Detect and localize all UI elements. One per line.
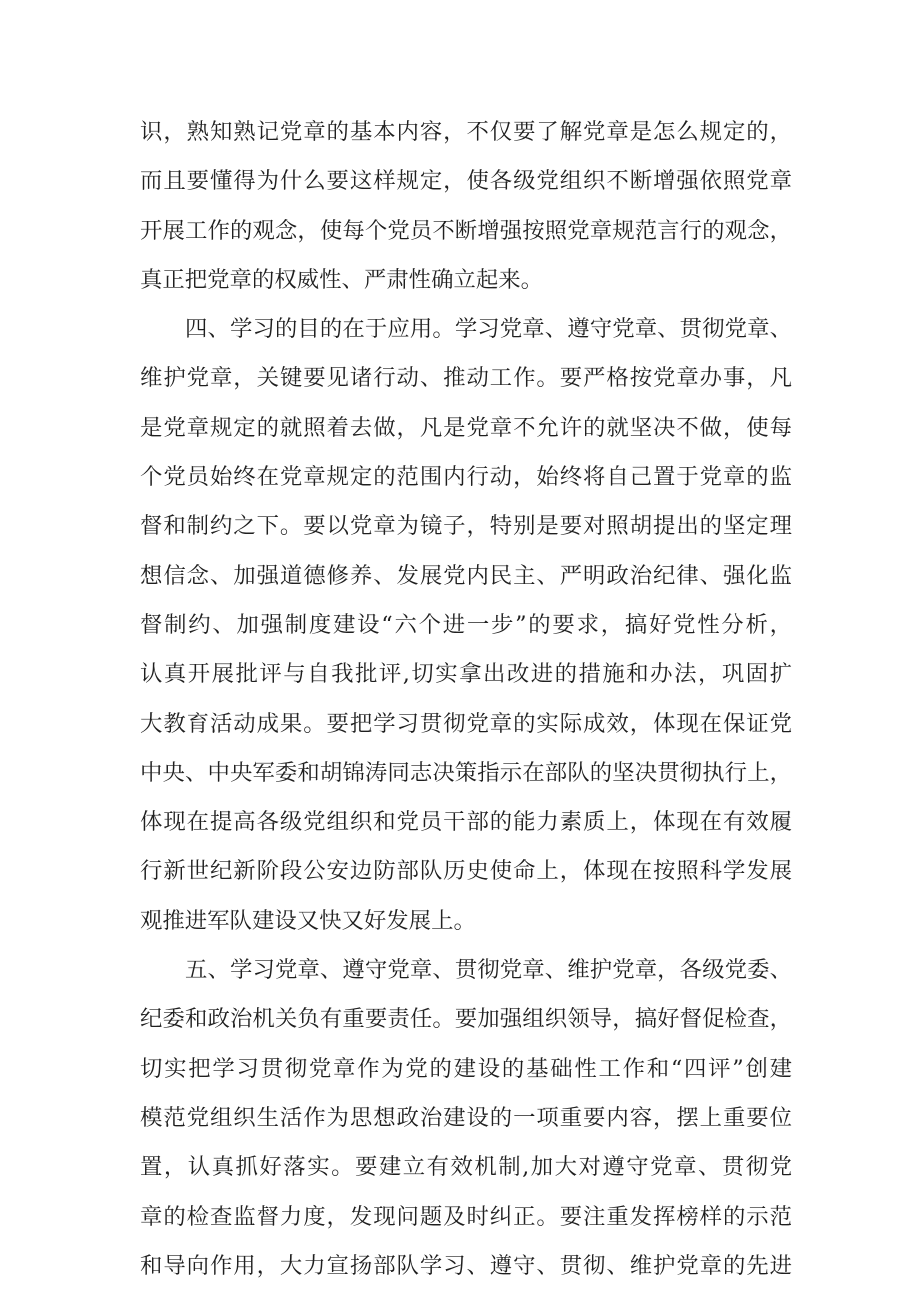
text-line: 大教育活动成果。要把学习贯彻党章的实际成效，体现在保证党 <box>140 710 792 737</box>
text-line: 观推进军队建设又快又好发展上。 <box>140 907 476 934</box>
text-line: 是党章规定的就照着去做，凡是党章不允许的就坚决不做，使每 <box>140 414 792 441</box>
text-line: 督和制约之下。要以党章为镜子，特别是要对照胡提出的坚定理 <box>140 513 792 540</box>
text-line: 纪委和政治机关负有重要责任。要加强组织领导，搞好督促检查， <box>140 1006 792 1033</box>
text-line: 章的检查监督力度，发现问题及时纠正。要注重发挥榜样的示范 <box>140 1203 792 1230</box>
text-line: 认真开展批评与自我批评,切实拿出改进的措施和办法，巩固扩 <box>140 661 792 688</box>
text-line: 维护党章，关键要见诸行动、推动工作。要严格按党章办事，凡 <box>140 365 792 392</box>
text-line: 模范党组织生活作为思想政治建设的一项重要内容，摆上重要位 <box>140 1104 792 1131</box>
text-line: 中央、中央军委和胡锦涛同志决策指示在部队的坚决贯彻执行上， <box>140 759 792 786</box>
text-line: 督制约、加强制度建设“六个进一步”的要求，搞好党性分析， <box>140 611 792 638</box>
paragraph-5-start: 五、学习党章、遵守党章、贯彻党章、维护党章，各级党委、 <box>185 957 792 984</box>
text-line: 想信念、加强道德修养、发展党内民主、严明政治纪律、强化监 <box>140 562 792 589</box>
text-line: 个党员始终在党章规定的范围内行动，始终将自己置于党章的监 <box>140 464 792 491</box>
text-line: 真正把党章的权威性、严肃性确立起来。 <box>140 266 544 293</box>
text-line: 而且要懂得为什么要这样规定，使各级党组织不断增强依照党章 <box>140 168 792 195</box>
text-line: 置，认真抓好落实。要建立有效机制,加大对遵守党章、贯彻党 <box>140 1154 792 1181</box>
body-text <box>140 108 792 1291</box>
text-line: 行新世纪新阶段公安边防部队历史使命上，体现在按照科学发展 <box>140 858 792 885</box>
text-line: 切实把学习贯彻党章作为党的建设的基础性工作和“四评”创建 <box>140 1055 792 1082</box>
text-line: 识，熟知熟记党章的基本内容，不仅要了解党章是怎么规定的， <box>140 119 792 145</box>
paragraph-4-start: 四、学习的目的在于应用。学习党章、遵守党章、贯彻党章、 <box>185 316 792 343</box>
text-line: 体现在提高各级党组织和党员干部的能力素质上，体现在有效履 <box>140 809 792 836</box>
text-line: 开展工作的观念，使每个党员不断增强按照党章规范言行的观念， <box>140 217 792 244</box>
text-line: 和导向作用，大力宣扬部队学习、遵守、贯彻、维护党章的先进 <box>140 1252 792 1279</box>
